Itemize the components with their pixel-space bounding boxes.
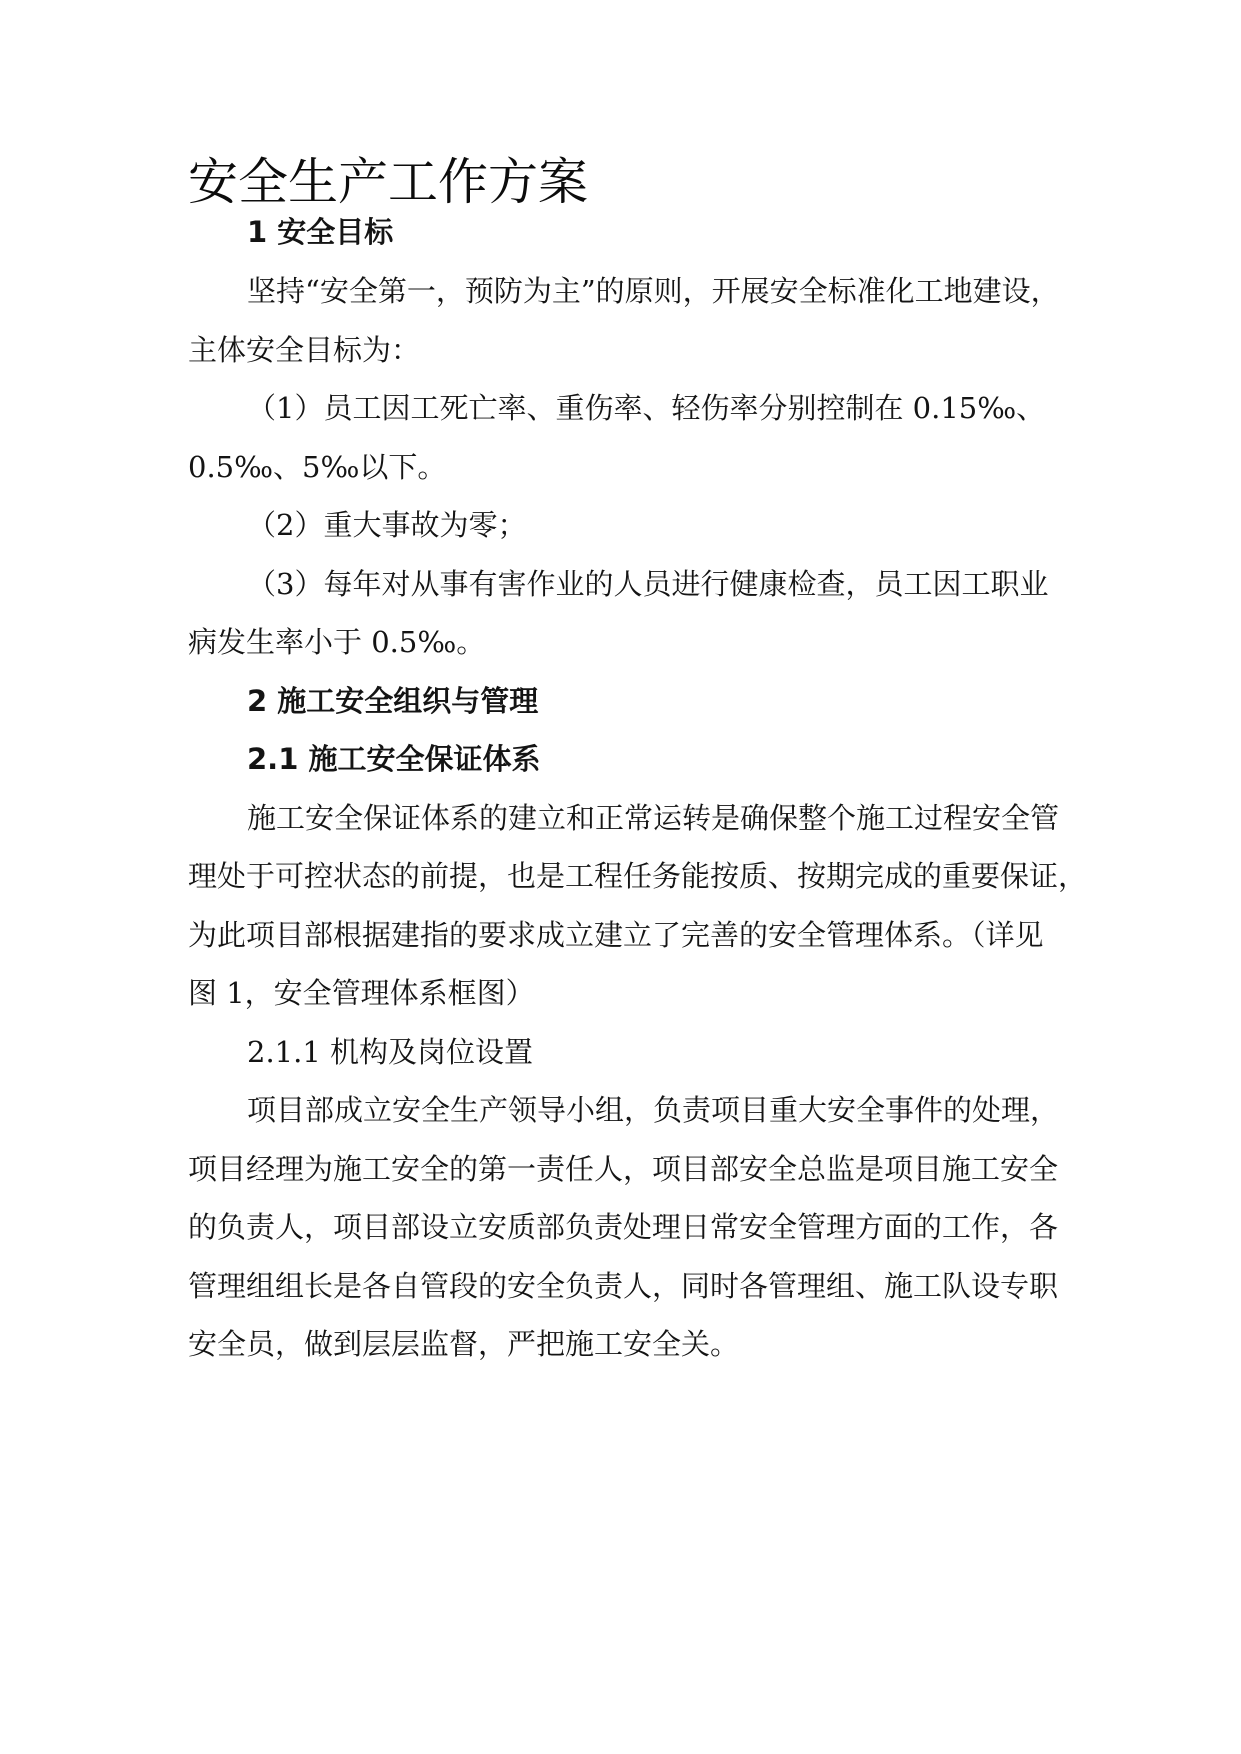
list-item-1: （1）员工因工死亡率、重伤率、轻伤率分别控制在 0.15‰、 <box>247 391 1046 425</box>
section-heading-1: 1 安全目标 <box>247 215 394 249</box>
list-item-3: （3）每年对从事有害作业的人员进行健康检查，员工因工职业 <box>247 567 1049 601</box>
list-item-1-continued: 0.5‰、5‰以下。 <box>188 450 447 484</box>
subsection-heading-2-1-1: 2.1.1 机构及岗位设置 <box>247 1035 534 1069</box>
paragraph-line: 坚持“安全第一，预防为主”的原则，开展安全标准化工地建设， <box>247 274 1060 308</box>
paragraph-line: 理处于可控状态的前提，也是工程任务能按质、按期完成的重要保证， <box>188 859 1088 893</box>
list-item-2: （2）重大事故为零； <box>247 508 527 542</box>
paragraph-line: 的负责人，项目部设立安质部负责处理日常安全管理方面的工作，各 <box>188 1210 1059 1244</box>
paragraph-line: 项目部成立安全生产领导小组，负责项目重大安全事件的处理， <box>247 1093 1060 1127</box>
paragraph-line: 管理组组长是各自管段的安全负责人，同时各管理组、施工队设专职 <box>188 1269 1059 1303</box>
section-heading-2-1: 2.1 施工安全保证体系 <box>247 742 541 776</box>
paragraph-line: 项目经理为施工安全的第一责任人，项目部安全总监是项目施工安全 <box>188 1152 1059 1186</box>
list-item-3-continued: 病发生率小于 0.5‰。 <box>188 625 486 659</box>
paragraph-line: 为此项目部根据建指的要求成立建立了完善的安全管理体系。（详见 <box>188 918 1044 952</box>
paragraph-line: 图 1，安全管理体系框图） <box>188 976 535 1010</box>
paragraph-line: 施工安全保证体系的建立和正常运转是确保整个施工过程安全管 <box>247 801 1060 835</box>
page-title: 安全生产工作方案 <box>188 153 588 211</box>
paragraph-line: 安全员，做到层层监督，严把施工安全关。 <box>188 1327 740 1361</box>
section-heading-2: 2 施工安全组织与管理 <box>247 684 539 718</box>
paragraph-line: 主体安全目标为： <box>188 333 421 367</box>
